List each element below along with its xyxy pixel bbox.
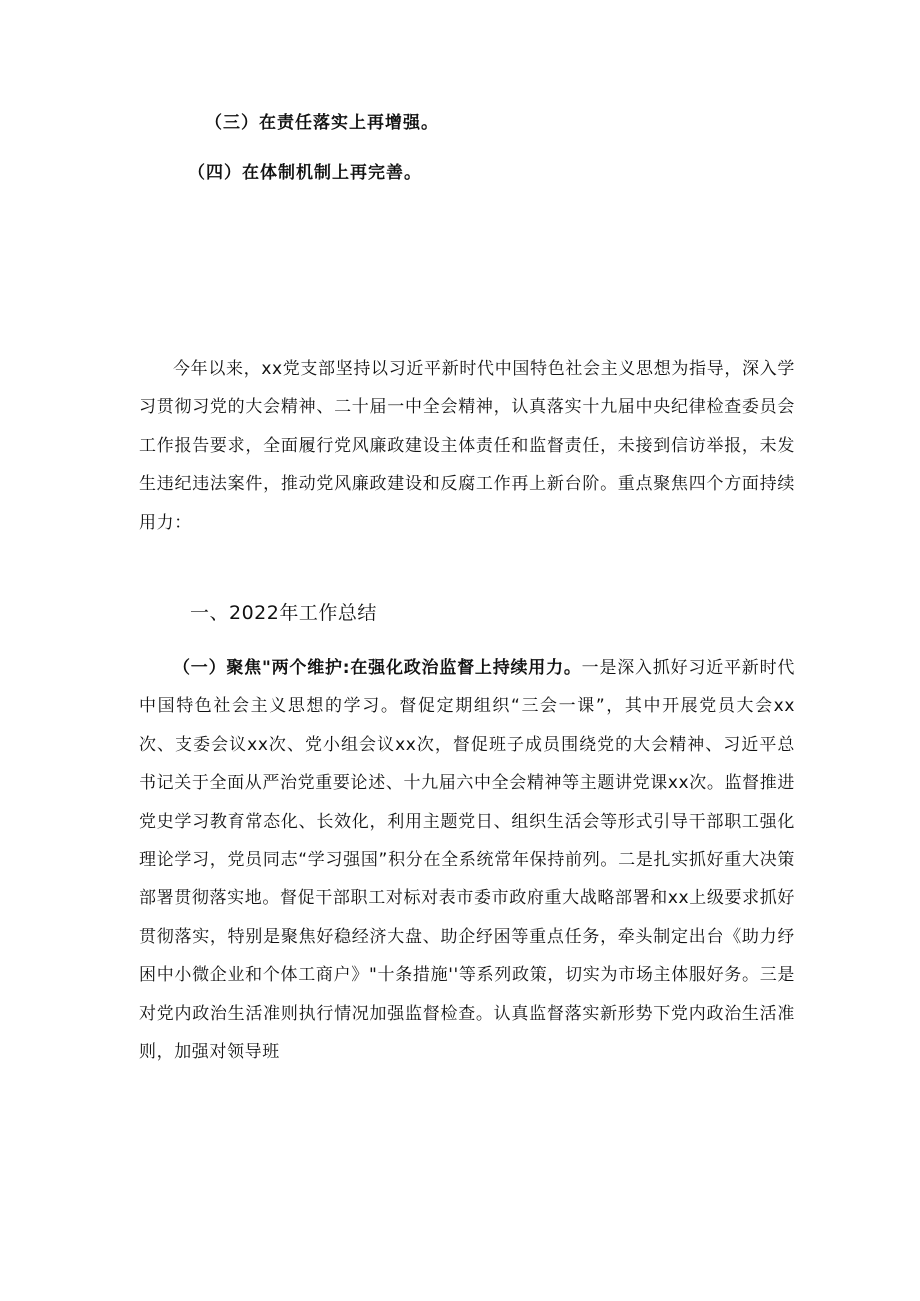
intro-paragraph: 今年以来，xx党支部坚持以习近平新时代中国特色社会主义思想为指导，深入学习贯彻习党的大会精神、二十届一中全会精神，认真落实十九届中央纪律检查委员会工作报告要求，全面履行党风廉政建设主体责任和监督责任，未接到信访举报，未发生违纪违法案件，推动党风廉政建设和反腐工作再上新台阶。重点聚焦四个方面持续用力： (139, 359, 795, 533)
outline-item-4: （四）在体制机制上再完善。 (188, 163, 422, 183)
subsection-1-title: （一）聚焦"两个维护:在强化政治监督上持续用力。 (173, 658, 582, 678)
section-1-body (139, 649, 795, 1071)
subsection-1-text: 一是深入抓好习近平新时代中国特色社会主义思想的学习。督促定期组织“三会一课”，其中开展党员大会xx次、支委会议xx次、党小组会议xx次，督促班子成员围绕党的大会精神、习近平总书记关于全面从严治党重要论述、十九届六中全会精神等主题讲党课xx次。监督推进党史学习教育常态化、长效化，利用主题党日、组织生活会等形式引导干部职工强化理论学习，党员同志“学习强国”积分在全系统常年保持前列。二是扎实抓好重大决策部署贯彻落实地。督促干部职工对标对表市委市政府重大战略部署和xx上级要求抓好贯彻落实，特别是聚焦好稳经济大盘、助企纾困等重点任务，牵头制定出台《助力纾困中小微企业和个体工商户》"十条措施''等系列政策，切实为市场主体服好务。三是对党内政治生活准则执行情况加强监督检查。认真监督落实新形势下党内政治生活准则，加强对领导班 (139, 658, 795, 1063)
section-1-paragraph (139, 649, 795, 1071)
outline-item-3: （三）在责任落实上再增强。 (205, 113, 439, 133)
section-heading: 一、2022年工作总结 (190, 602, 377, 624)
intro-paragraph-block (139, 350, 795, 542)
